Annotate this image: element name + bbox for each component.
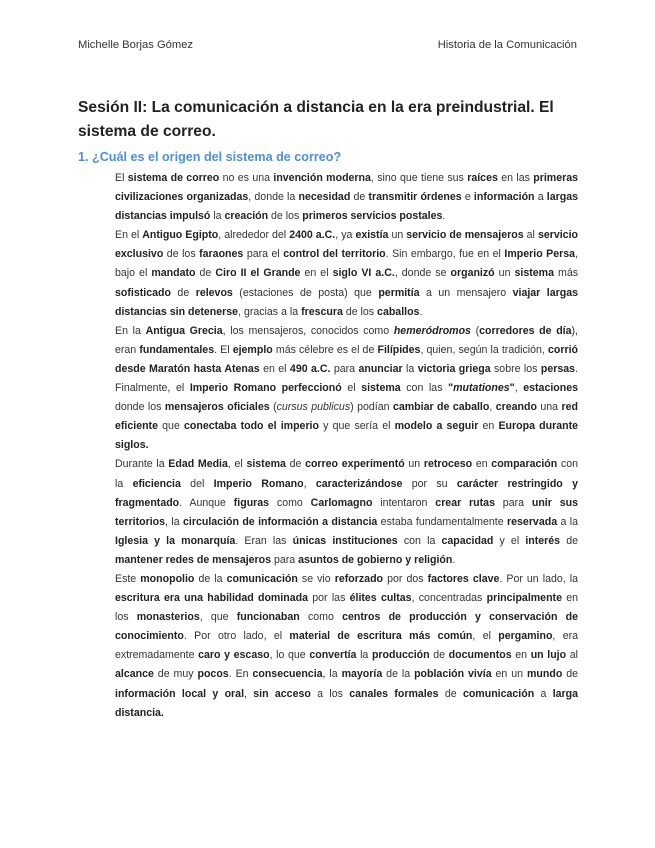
page-header [78,39,577,51]
author-name: Michelle Borjas Gómez [78,39,194,51]
paragraph: El sistema de correo no es una invención moderna, sino que tiene sus raíces en las primeras civilizaciones organizadas, donde la necesidad de transmitir órdenes e información a largas distancias impulsó la creación de los primeros servicios postales. [115,172,579,223]
document-title: Sesión II: La comunicación a distancia en la era preindustrial. El sistema de correo. [78,99,554,140]
course-name: Historia de la Comunicación [437,39,577,51]
paragraph: Este monopolio de la comunicación se vio reforzado por dos factores clave. Por un lado, la escritura era una habilidad dominada por las élites cultas, concentradas principalmente en los monasterios, que funcionaban como centros de producción y conservación de conocimiento. Por otro lado, el material de escritura más común, el pergamino, era extremadamente caro y escaso, lo que convertía la producción de documentos en un lujo al alcance de muy pocos. En consecuencia, la mayoría de la población vivía en un mundo de información local y oral, sin acceso a los canales formales de comunicación a larga distancia. [115,572,579,719]
paragraph: En el Antiguo Egipto, alrededor del 2400 a.C., ya existía un servicio de mensajeros al servicio exclusivo de los faraones para el control del territorio. Sin embargo, fue en el Imperio Persa, bajo el mandato de Ciro II el Grande en el siglo VI a.C., donde se organizó un sistema más sofisticado de relevos (estaciones de posta) que permitía a un mensajero viajar largas distancias sin detenerse, gracias a la frescura de los caballos. [115,229,579,318]
section-body [115,169,578,723]
paragraph: En la Antigua Grecia, los mensajeros, conocidos como hemeródromos (corredores de día), eran fundamentales. El ejemplo más célebre es el de Filípides, quien, según la tradición, corrió desde Maratón hasta Atenas en el 490 a.C. para anunciar la victoria griega sobre los persas. Finalmente, el Imperio Romano perfeccionó el sistema con las "mutationes", estaciones donde los mensajeros oficiales (cursus publicus) podían cambiar de caballo, creando una red eficiente que conectaba todo el imperio y que sería el modelo a seguir en Europa durante siglos. [115,324,579,452]
paragraph: Durante la Edad Media, el sistema de correo experimentó un retroceso en comparación con la eficiencia del Imperio Romano, caracterizándose por su carácter restringido y fragmentado. Aunque figuras como Carlomagno intentaron crear rutas para unir sus territorios, la circulación de información a distancia estaba fundamentalmente reservada a la Iglesia y la monarquía. Eran las únicas instituciones con la capacidad y el interés de mantener redes de mensajeros para asuntos de gobierno y religión. [115,458,579,566]
section-heading: 1. ¿Cuál es el origen del sistema de correo? [78,150,342,164]
